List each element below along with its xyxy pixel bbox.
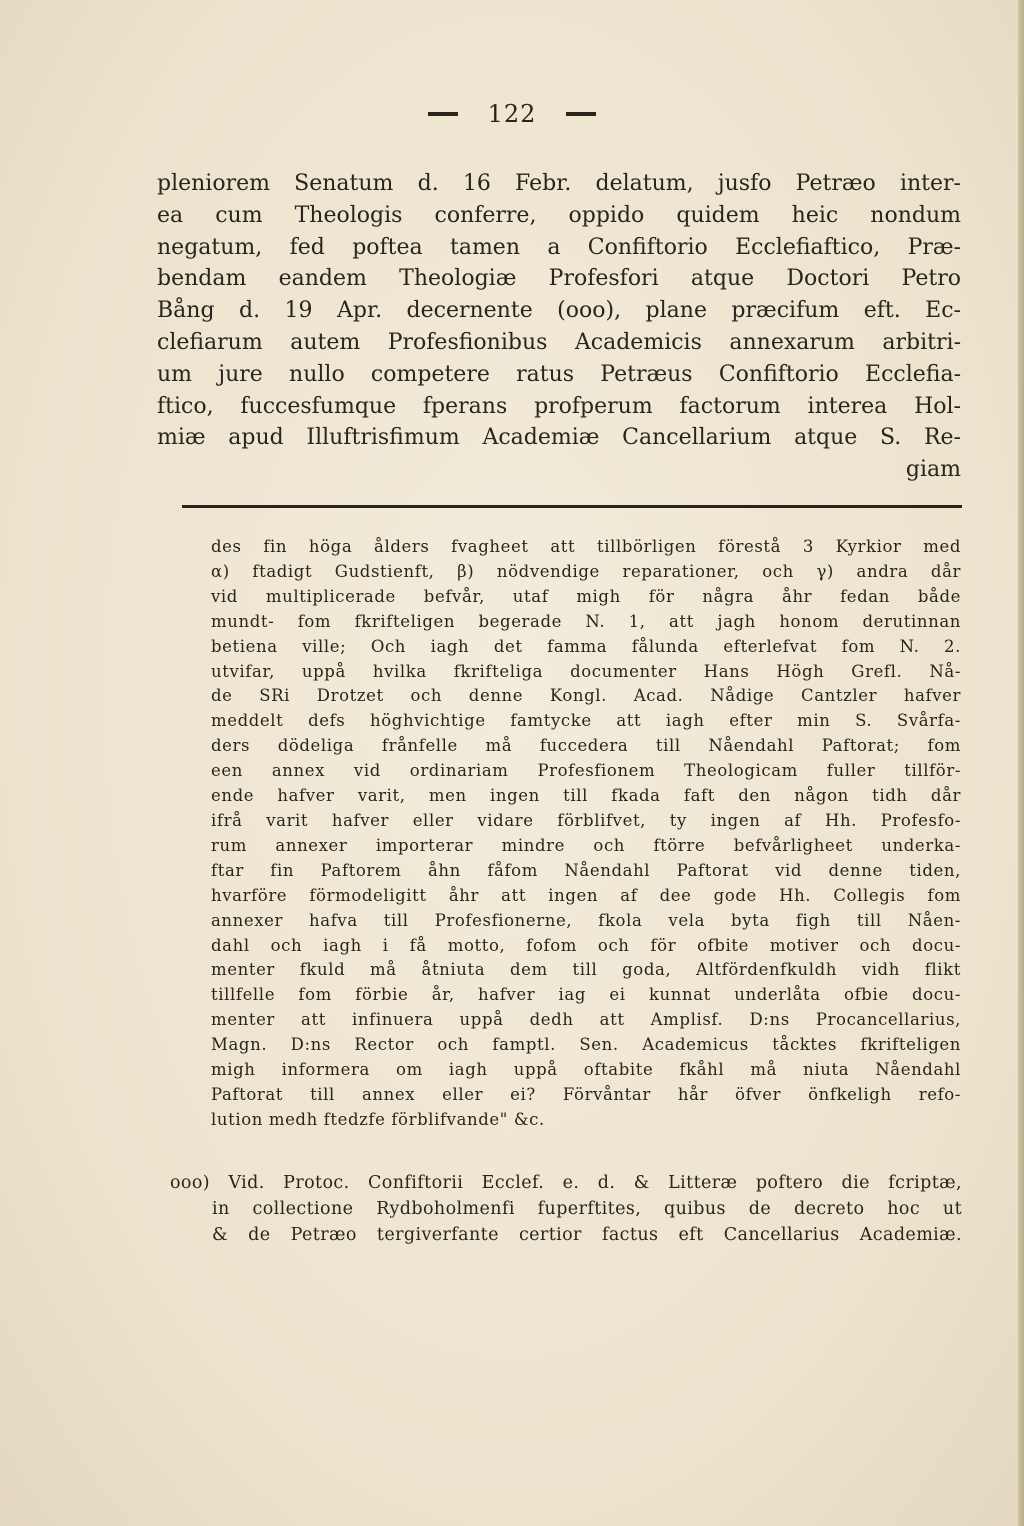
quote-line: hvarföre förmodeligitt åhr att ingen af dee gode Hh. Collegis fom — [211, 885, 961, 905]
header-dash-left — [428, 112, 458, 116]
quote-line: α) ftadigt Gudstienft, β) nödvendige reparationer, och γ) andra dår — [211, 561, 961, 581]
main-text-line: negatum, fed poftea tamen a Confiftorio Ecclefiaftico, Præ- — [157, 234, 961, 260]
quote-line: ende hafver varit, men ingen till fkada faft den någon tidh dår — [211, 786, 961, 806]
quote-line: annexer hafva till Profesfionerne, fkola vela byta figh till Nåen- — [211, 910, 961, 930]
main-text-line: miæ apud Illuftrisfimum Academiæ Cancellarium atque S. Re- — [157, 425, 961, 451]
quote-line: utvifar, uppå hvilka fkrifteliga documenter Hans Högh Grefl. Nå- — [211, 661, 961, 681]
main-text-line: Bång d. 19 Apr. decernente (ooo), plane præcifum eft. Ec- — [157, 298, 961, 324]
main-text-line: um jure nullo competere ratus Petræus Confiftorio Ecclefia- — [157, 361, 961, 387]
quote-line: mundt- fom fkrifteligen begerade N. 1, att jagh honom derutinnan — [211, 611, 961, 631]
footnote-line: in collectione Rydboholmenfi fuperftites, quibus de decreto hoc ut — [212, 1199, 962, 1219]
footnote — [170, 1170, 962, 1248]
footnote-line: & de Petræo tergiverfante certior factus eft Cancellarius Academiæ. — [212, 1225, 962, 1245]
quote-line: Paftorat till annex eller ei? Förvåntar hår öfver önfkeligh refo- — [211, 1084, 961, 1104]
quote-line: rum annexer importerar mindre och ftörre befvårligheet underka- — [211, 835, 961, 855]
quote-line: betiena ville; Och iagh det famma fålunda efterlefvat fom N. 2. — [211, 636, 961, 656]
page-header — [0, 100, 1024, 144]
header-dash-right — [566, 112, 596, 116]
footnote-rule — [182, 505, 962, 508]
main-text-line: bendam eandem Theologiæ Profesfori atque Doctori Petro — [157, 266, 961, 292]
main-text-line: ftico, fuccesfumque fperans profperum factorum interea Hol- — [157, 393, 961, 419]
quote-line: ifrå varit hafver eller vidare förblifvet, ty ingen af Hh. Profesfo- — [211, 810, 961, 830]
quote-line: dahl och iagh i få motto, fofom och för ofbite motiver och docu- — [211, 935, 961, 955]
quote-line: een annex vid ordinariam Profesfionem Theologicam fuller tillför- — [211, 761, 961, 781]
quote-line: meddelt defs höghvichtige famtycke att iagh efter min S. Svårfa- — [211, 711, 961, 731]
quote-line: vid multiplicerade befvår, utaf migh för några åhr fedan både — [211, 586, 961, 606]
main-text-line: clefiarum autem Profesfionibus Academicis annexarum arbitri- — [157, 329, 961, 355]
main-text — [157, 168, 961, 486]
quote-line: Magn. D:ns Rector och famptl. Sen. Academicus tåcktes fkrifteligen — [211, 1035, 961, 1055]
main-text-line: pleniorem Senatum d. 16 Febr. delatum, jusfo Petræo inter- — [157, 171, 961, 196]
footnote-line: ooo) Vid. Protoc. Confiftorii Ecclef. e. d. & Litteræ poftero die fcriptæ, — [170, 1173, 962, 1193]
quote-line: des fin höga ålders fvagheet att tillbörligen förestå 3 Kyrkior med — [211, 537, 961, 556]
main-text-line: ea cum Theologis conferre, oppido quidem heic nondum — [157, 202, 961, 228]
quote-line: tillfelle fom förbie år, hafver iag ei kunnat underlåta ofbie docu- — [211, 985, 961, 1005]
quote-line: menter fkuld må åtniuta dem till goda, Altfördenfkuldh vidh flikt — [211, 960, 961, 980]
main-text-line: giam — [905, 457, 961, 483]
quote-line: menter att infinuera uppå dedh att Amplisf. D:ns Procancellarius, — [211, 1010, 961, 1030]
quote-line: ftar fin Paftorem åhn fåfom Nåendahl Paftorat vid denne tiden, — [211, 860, 961, 880]
quote-line: ders dödeliga frånfelle må fuccedera till Nåendahl Paftorat; fom — [211, 736, 961, 756]
quote-line: de SRi Drotzet och denne Kongl. Acad. Nådige Cantzler hafver — [211, 686, 961, 706]
quoted-letter — [211, 535, 961, 1133]
page-edge — [1018, 0, 1024, 1526]
page-number: 122 — [487, 100, 537, 128]
quote-line: migh informera om iagh uppå oftabite fkåhl må niuta Nåendahl — [211, 1060, 961, 1080]
quote-line: lution medh ftedzfe förblifvande" &c. — [211, 1109, 545, 1129]
